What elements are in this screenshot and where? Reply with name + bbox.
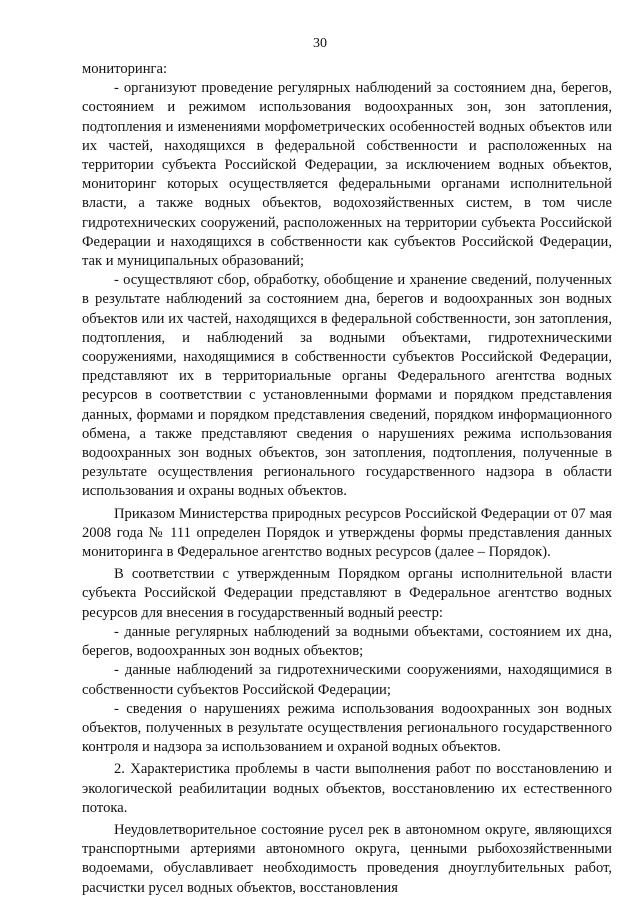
- paragraph-riverbed-condition: Неудовлетворительное состояние русел рек в автономном округе, являющихся транспортными артериями автономного округа, ценными рыбохозяйственными водоемами, обуславливает необходимость проведения дноуглубительных работ, расчистки русел водных объектов, восстановления: [82, 821, 612, 896]
- paragraph-collect-information: - осуществляют сбор, обработку, обобщение и хранение сведений, полученных в результате наблюдений за состоянием дна, берегов и водоохранных зон водных объектов или их частей, находящихся в федеральной собственности, зон затопления, подтопления, и наблюдений за водными объектами, гидротехническими сооружениями, находящимися в собственности субъектов Российской Федерации, представляют их в территориальные органы Федерального агентства водных ресурсов в соответствии с установленными формами и порядком представления данных, формами и порядком представления сведений, порядком информационного обмена, а также представляют сведения о нарушениях режима использования водоохранных зон водных объектов, зон затопления, подтопления, полученные в результате осуществления регионального государственного надзора в области использования и охраны водных объектов.: [82, 272, 612, 500]
- paragraph-monitoring-continuation: мониторинга:: [82, 61, 168, 77]
- paragraph-organize-observations: - организуют проведение регулярных наблюдений за состоянием дна, берегов, состоянием и режимом использования водоохранных зон, зон затопления, подтопления и изменениями морфометрических особенностей водных объектов или их частей, находящихся в федеральной собственности и расположенных на территории субъекта Российской Федерации, за исключением водных объектов, мониторинг которых осуществляется федеральными органами исполнительной власти, а также водных объектов, водохозяйственных систем, в том числе гидротехнических сооружений, расположенных на территории субъекта Российской Федерации и находящихся в собственности как субъектов Российской Федерации, так и муниципальных образований;: [82, 80, 612, 270]
- page-number: 30: [313, 36, 327, 51]
- paragraph-ministry-order: Приказом Министерства природных ресурсов Российской Федерации от 07 мая 2008 года № 111 определен Порядок и утверждены формы представления данных мониторинга в Федеральное агентство водных ресурсов (далее – Порядок).: [82, 505, 612, 561]
- paragraph-list-item-violations: - сведения о нарушениях режима использования водоохранных зон водных объектов, полученных в результате осуществления регионального государственного контроля и надзора за использованием и охраной водных объектов.: [82, 700, 612, 756]
- document-body: [82, 60, 612, 898]
- paragraph-procedure-intro: В соответствии с утвержденным Порядком органы исполнительной власти субъекта Российской Федерации представляют в Федеральное агентство водных ресурсов для внесения в государственный водный реестр:: [82, 566, 612, 621]
- paragraph-list-item-observations: - данные регулярных наблюдений за водными объектами, состоянием их дна, берегов, водоохранных зон водных объектов;: [82, 623, 612, 660]
- section-heading-problem-characteristics: 2. Характеристика проблемы в части выполнения работ по восстановлению и экологической реабилитации водных объектов, восстановлению их естественного потока.: [82, 761, 612, 816]
- paragraph-list-item-hydraulic-structures: - данные наблюдений за гидротехническими сооружениями, находящимися в собственности субъектов Российской Федерации;: [82, 662, 612, 698]
